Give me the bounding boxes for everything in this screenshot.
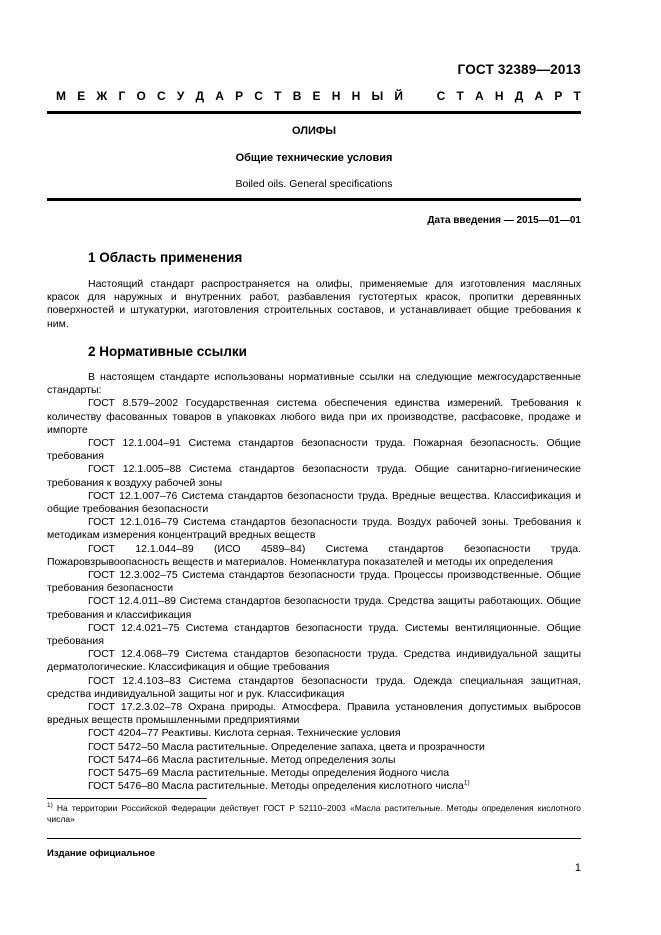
- reference-item: ГОСТ 12.1.005–88 Система стандартов безопасности труда. Общие санитарно-гигиенические требования к воздуху рабочей зоны: [47, 463, 581, 489]
- reference-item: ГОСТ 12.1.044–89 (ИСО 4589–84) Система стандартов безопасности труда. Пожаровзрывоопасность веществ и материалов. Номенклатура показателей и методы их определения: [47, 542, 581, 568]
- banner-letter: Д: [514, 89, 524, 103]
- interstate-standard-banner: [56, 89, 581, 103]
- reference-item: ГОСТ 5475–69 Масла растительные. Методы определения йодного числа: [88, 767, 450, 780]
- banner-letter: Р: [554, 89, 563, 103]
- footnote: [47, 803, 581, 825]
- footnote-reference-mark: 1): [463, 779, 470, 787]
- references-intro: В настоящем стандарте использованы нормативные ссылки на следующие межгосударственные стандарты:: [47, 371, 581, 397]
- banner-letter: В: [292, 89, 302, 103]
- banner-letter: Г: [118, 89, 126, 103]
- reference-item: [47, 780, 581, 793]
- document-title: ОЛИФЫ: [291, 125, 337, 137]
- reference-item: ГОСТ 12.1.007–76 Система стандартов безопасности труда. Вредные вещества. Классификация и общие требования безопасности: [47, 489, 581, 516]
- reference-item: ГОСТ 12.1.004–91 Система стандартов безопасности труда. Пожарная безопасность. Общие требования: [47, 437, 581, 463]
- banner-letter: С: [254, 89, 263, 103]
- banner-letter: А: [534, 89, 544, 103]
- banner-letter: Т: [573, 89, 581, 103]
- banner-letter: Е: [77, 89, 86, 103]
- reference-item: ГОСТ 5474–66 Масла растительные. Метод определения золы: [88, 753, 396, 766]
- banner-letter: Т: [456, 89, 464, 103]
- introduction-date: Дата введения — 2015—01—01: [427, 215, 581, 226]
- banner-letter: Ж: [96, 89, 108, 103]
- reference-item: ГОСТ 12.1.016–79 Система стандартов безопасности труда. Воздух рабочей зоны. Требования к методикам измерения концентраций вредных веществ: [47, 516, 581, 542]
- reference-item: ГОСТ 12.3.002–75 Система стандартов безопасности труда. Процессы производственные. Общие требования безопасности: [47, 569, 581, 595]
- reference-item: ГОСТ 12.4.021–75 Система стандартов безопасности труда. Системы вентиляционные. Общие требования: [47, 621, 581, 648]
- section-2-heading: 2 Нормативные ссылки: [88, 344, 247, 359]
- banner-letter: Ы: [371, 89, 384, 103]
- banner-letter: У: [176, 89, 185, 103]
- reference-item: ГОСТ 12.4.011–89 Система стандартов безопасности труда. Средства защиты работающих. Общие требования и классификация: [47, 595, 581, 621]
- banner-letter: С: [156, 89, 166, 103]
- reference-item: ГОСТ 17.2.3.02–78 Охрана природы. Атмосфера. Правила установления допустимых выбросов вредных веществ промышленными предприятиями: [47, 701, 581, 727]
- normative-references: [47, 371, 581, 794]
- banner-letter: Д: [195, 89, 205, 103]
- reference-item: ГОСТ 5472–50 Масла растительные. Определение запаха, цвета и прозрачности: [88, 740, 485, 753]
- document-title-english: Boiled oils. General specifications: [235, 178, 393, 190]
- banner-letter: Й: [394, 89, 404, 103]
- banner-letter: А: [474, 89, 484, 103]
- reference-item: ГОСТ 4204–77 Реактивы. Кислота серная. Технические условия: [88, 727, 401, 740]
- banner-letter: А: [215, 89, 224, 103]
- section-1-text: [47, 278, 581, 331]
- banner-letter: С: [436, 89, 446, 103]
- banner-letter: Р: [235, 89, 244, 103]
- banner-letter: М: [56, 89, 66, 103]
- footnote-separator: [47, 798, 207, 799]
- footer-rule: [47, 838, 581, 839]
- section-1-heading: 1 Область применения: [88, 250, 243, 265]
- reference-item-text: ГОСТ 5476–80 Масла растительные. Методы определения кислотного числа: [88, 780, 464, 793]
- reference-item: ГОСТ 12.4.068–79 Система стандартов безопасности труда. Средства индивидуальной защиты дерматологические. Классификация и общие требования: [47, 648, 581, 674]
- standard-number: ГОСТ 32389—2013: [457, 62, 581, 77]
- banner-letter: Н: [331, 89, 341, 103]
- reference-item: ГОСТ 12.4.103–83 Система стандартов безопасности труда. Одежда специальная защитная, средства индивидуальной защиты ног и рук. Классификация: [47, 674, 581, 700]
- banner-letter: Е: [312, 89, 321, 103]
- section-1-paragraph: Настоящий стандарт распространяется на олифы, применяемые для изготовления масляных красок для наружных и внутренних работ, разбавления густотертых красок, пропитки деревянных поверхностей и штукатурки, изготовления строительных составов, и устанавливает общие требования к ним.: [47, 278, 581, 330]
- header-rule-top: [47, 111, 581, 114]
- edition-label: Издание официальное: [47, 848, 155, 859]
- banner-letter: Т: [274, 89, 282, 103]
- footnote-text: На территории Российской Федерации действует ГОСТ Р 52110–2003 «Масла растительные. Методы определения кислотного числа»: [47, 803, 581, 824]
- reference-item: ГОСТ 8.579–2002 Государственная система обеспечения единства измерений. Требования к количеству фасованных товаров в упаковках любого вида при их производстве, расфасовке, продаже и импорте: [47, 397, 581, 436]
- page-number: 1: [574, 862, 581, 874]
- header-rule-bottom: [47, 198, 581, 201]
- banner-letter: Н: [494, 89, 504, 103]
- banner-letter: О: [136, 89, 146, 103]
- footnote-mark: 1): [47, 802, 53, 810]
- banner-letter: Н: [351, 89, 361, 103]
- document-subtitle: Общие технические условия: [235, 152, 393, 164]
